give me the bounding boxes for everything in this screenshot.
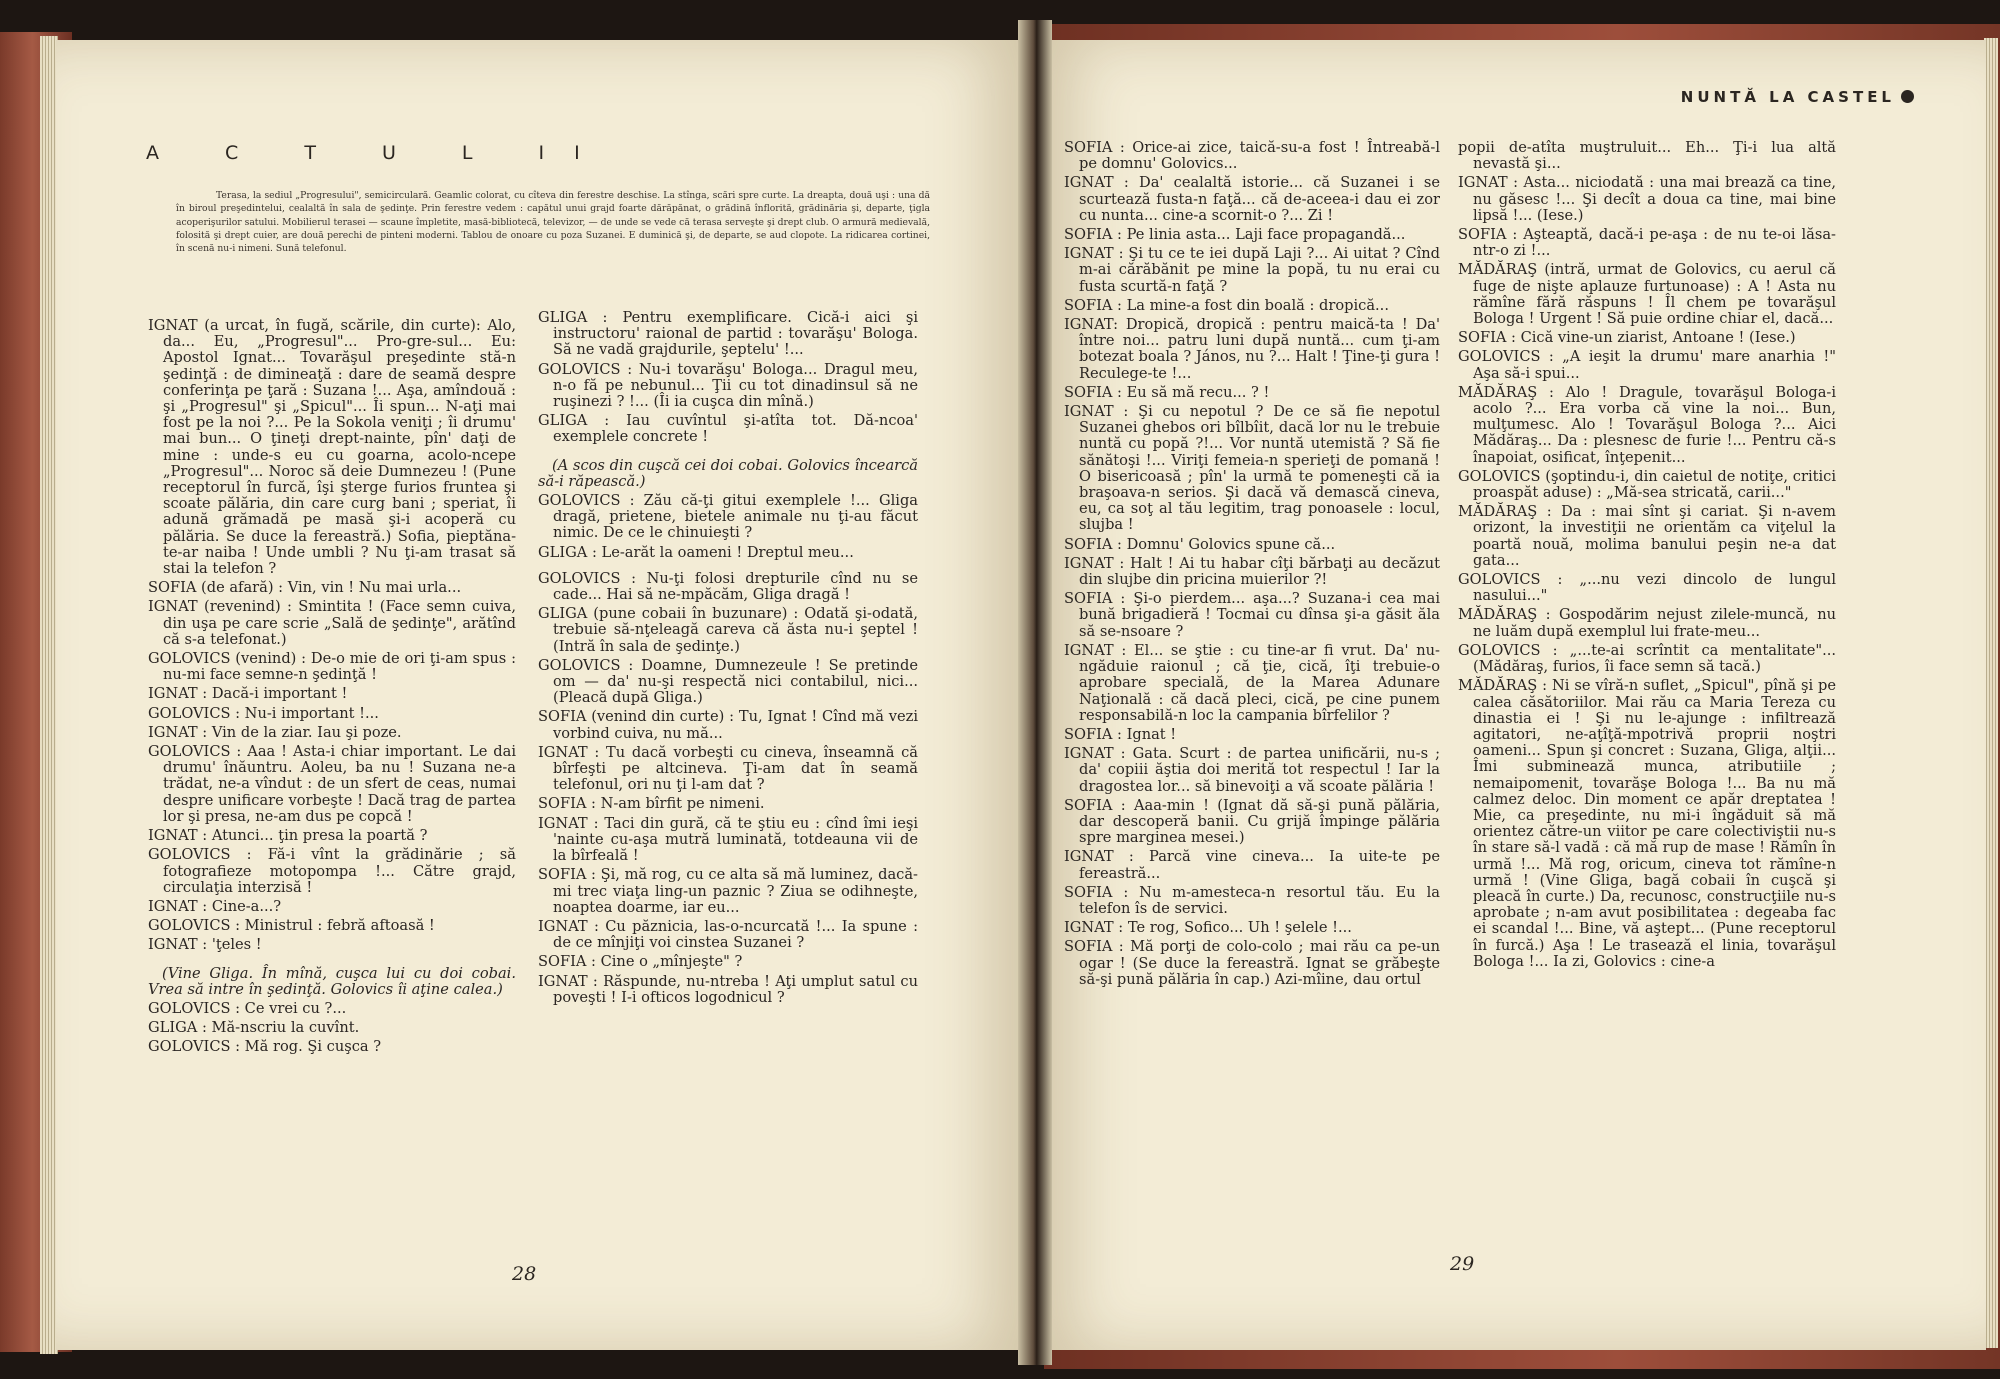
- dialogue-line: GLIGA : Mă-nscriu la cuvînt.: [148, 1019, 360, 1037]
- dialogue-line: IGNAT : Taci din gură, că te ştiu eu : cînd îmi ieşi 'nainte cu-aşa mutră luminată, totdeauna vii de la bîrfeală !: [538, 814, 918, 865]
- dialogue-line: GOLOVICS : Mă rog. Şi cuşca ?: [148, 1038, 382, 1056]
- dialogue-line: GOLOVICS : Aaa ! Asta-i chiar important. Le dai drumu' înăuntru. Aoleu, ba nu ! Suzana ne-a trădat, ne-a vîndut : de un sfert de ceas, numai despre unificare vorbeşte ! Dacă trag de partea lor şi presa, ne-am dus pe copcă !: [148, 743, 516, 825]
- page-number-left: 28: [512, 1263, 537, 1285]
- left-page-column-1: [148, 318, 516, 1059]
- right-page-column-2: [1458, 140, 1836, 973]
- dialogue-line: IGNAT : Tu dacă vorbeşti cu cineva, înseamnă că bîrfeşti pe altcineva. Ţi-am dat în seamă telefonul, ori nu ţi l-am dat ?: [538, 743, 918, 794]
- left-page-column-2: [538, 310, 918, 1009]
- dialogue-line: IGNAT : Dacă-i important !: [148, 685, 348, 703]
- dialogue-line: IGNAT : Asta... niciodată : una mai brează ca tine, nu găsesc !... Şi decît a doua ca tine, mai bine lipsă !... (Iese.): [1458, 174, 1836, 224]
- dialogue-line: IGNAT : Şi tu ce te iei după Laji ?... Ai uitat ? Cînd m-ai cărăbănit pe mine la popă, tu nu erai cu fusta scurtă-n faţă ?: [1064, 245, 1440, 295]
- stage-direction: (Vine Gliga. În mînă, cuşca lui cu doi cobai. Vrea să intre în şedinţă. Golovics îi aţine calea.): [148, 964, 516, 998]
- running-head-text: NUNTĂ LA CASTEL: [1680, 88, 1895, 106]
- dialogue-line: MĂDĂRAŞ : Ni se vîră-n suflet, „Spicul", pînă şi pe calea căsătoriilor. Mai rău ca Maria Tereza cu dinastia ei ! Şi nu le-ajunge : infiltrează agitatori, ne-aţîţă-mpotrivă proprii noştri oameni... Spun şi concret : Suzana, Gliga, alţii... Îmi subminează munca, atributiile ; nemaipomenit, tovarăşe Bologa !... Ba nu mă calmez deloc. Din moment ce apăr dreptatea ! Mie, ca preşedinte, nu mi-i îngăduit să mă orientez către-un viitor pe care colectiviştii nu-s în stare să-l vadă : că mă rup de mase ! Rămîn în urmă !... Mă rog, oricum, cineva tot rămîne-n urmă ! (Vine Gliga, bagă cobaii în cuşcă şi pleacă în curte.) Da, recunosc, construcţiile nu-s aprobate ; n-am avut posibilitatea : degeaba fac ei scandal !... Bine, vă aştept... (Pune receptorul în furcă.) Aşa ! Le trasează el linia, tovarăşul Bologa !... Ia zi, Golovics : cine-a: [1458, 677, 1836, 970]
- book-gutter: [1018, 20, 1052, 1365]
- dialogue-line: GLIGA : Le-arăt la oameni ! Dreptul meu...: [538, 543, 854, 561]
- dialogue-line: SOFIA : Cică vine-un ziarist, Antoane ! (Iese.): [1458, 329, 1796, 347]
- dialogue-line: MĂDĂRAŞ : Da : mai sînt şi cariat. Şi n-avem orizont, la investiţii ne orientăm ca viţelul la poartă nouă, molima banului peşin ne-a dat gata...: [1458, 503, 1836, 569]
- dialogue-line: IGNAT : 'ţeles !: [148, 936, 262, 954]
- dialogue-line: SOFIA : Aşteaptă, dacă-i pe-aşa : de nu te-oi lăsa-ntr-o zi !...: [1458, 226, 1836, 260]
- dialogue-line: SOFIA (venind din curte) : Tu, Ignat ! Cînd mă vezi vorbind cuiva, nu mă...: [538, 708, 918, 742]
- dialogue-line: IGNAT : Şi cu nepotul ? De ce să fie nepotul Suzanei ghebos ori bîlbîit, dacă lor nu le trebuie nuntă cu popă ?!... Vor nuntă utemistă ? Să fie sănătoşi !... Viriţi femeia-n sperieţi de pomană ! O bisericoasă ; pîn' la urmă te pomeneşti că ia braşoava-n serios. Şi dacă vă demască cineva, eu, ca soţ al tău legitim, trag ponoasele : locul, slujba !: [1064, 403, 1440, 534]
- dialogue-line: GOLOVICS : Nu-i tovarăşu' Bologa... Dragul meu, n-o fă pe nebunul... Ţii cu tot dinadinsul să ne ruşinezi ? !... (Îi ia cuşca din mînă.): [538, 360, 918, 411]
- dialogue-line: GOLOVICS (şoptindu-i, din caietul de notiţe, critici proaspăt aduse) : „Mă-sea stricată, carii...": [1458, 467, 1836, 502]
- dialogue-line: SOFIA : Ignat !: [1064, 725, 1177, 743]
- dialogue-line: IGNAT : Gata. Scurt : de partea unificării, nu-s ; da' copiii ăştia doi merită tot respectul ! Iar la dragostea lor... să binevoiţi a vă scoate pălăria !: [1064, 745, 1440, 795]
- dialogue-line: SOFIA : La mine-a fost din boală : dropică...: [1064, 296, 1389, 314]
- dialogue-line: IGNAT : Cine-a...?: [148, 897, 282, 915]
- dialogue-line: GOLOVICS : „...te-ai scrîntit ca mentalitate"... (Mădăraş, furios, îi face semn să tacă.): [1458, 641, 1836, 676]
- dialogue-line: SOFIA : Orice-ai zice, taică-su-a fost ! Întreabă-l pe domnu' Golovics...: [1064, 139, 1440, 173]
- right-page-column-1: [1064, 140, 1440, 991]
- dialogue-line: SOFIA : Aaa-min ! (Ignat dă să-şi pună pălăria, dar descoperă banii. Cu grijă împinge pălăria spre marginea mesei.): [1064, 796, 1440, 847]
- dialogue-line: IGNAT: Dropică, dropică : pentru maică-ta ! Da' între noi... patru luni după nuntă... cum ţi-am botezat boala ? János, nu ?... Halt ! Ţine-ţi gura ! Reculege-te !...: [1064, 316, 1440, 382]
- dialogue-line: SOFIA (de afară) : Vin, vin ! Nu mai urla...: [148, 579, 462, 597]
- dialogue-line: MĂDĂRAŞ : Gospodărim nejust zilele-muncă, nu ne luăm după exemplul lui frate-meu...: [1458, 606, 1836, 640]
- dialogue-line: IGNAT : Atunci... ţin presa la poartă ?: [148, 827, 428, 845]
- dialogue-line: GLIGA (pune cobaii în buzunare) : Odată şi-odată, trebuie să-nţeleagă careva că ăsta nu-i şeptel ! (Intră în sala de şedinţe.): [538, 605, 918, 655]
- page-number-right: 29: [1450, 1253, 1475, 1275]
- dialogue-line: MĂDĂRAŞ : Alo ! Dragule, tovarăşul Bologa-i acolo ?... Era vorba că vine la noi... Bun, mulţumesc. Alo ! Tovarăşul Bologa ?... Aici Mădăraş... Da : plesnesc de furie !... Pentru că-s înapoiat, osificat, înţepenit...: [1458, 383, 1836, 466]
- stage-direction: (A scos din cuşcă cei doi cobai. Golovics încearcă să-i răpească.): [538, 456, 918, 490]
- dialogue-line: IGNAT : Te rog, Sofico... Uh ! şelele !...: [1064, 919, 1352, 937]
- dialogue-line: GLIGA : Iau cuvîntul şi-atîta tot. Dă-ncoa' exemplele concrete !: [538, 412, 918, 446]
- dialogue-line: GOLOVICS : Nu-ţi folosi drepturile cînd nu se cade... Hai să ne-mpăcăm, Gliga dragă !: [538, 569, 918, 604]
- bullet-icon: [1901, 90, 1914, 103]
- dialogue-line: IGNAT (revenind) : Smintita ! (Face semn cuiva, din uşa pe care scrie „Sală de şedinţe", arătînd că s-a telefonat.): [148, 598, 516, 648]
- dialogue-line: GOLOVICS : Doamne, Dumnezeule ! Se pretinde om — da' nu-şi respectă nici contabilul, nici... (Pleacă după Gliga.): [538, 656, 918, 707]
- dialogue-line: IGNAT : El... se ştie : cu tine-ar fi vrut. Da' nu-ngăduie raionul ; că ţie, cică, îţi trebuie-o aprobare specială, de la Marea Adunare Naţională : că dacă pleci, cică, pe cine punem responsabilă-n loc la campania bîrfelilor ?: [1064, 641, 1440, 724]
- page-edges-right: [1984, 38, 1998, 1348]
- dialogue-line: SOFIA : N-am bîrfit pe nimeni.: [538, 795, 765, 813]
- dialogue-line: SOFIA : Şi, mă rog, cu ce alta să mă luminez, dacă-mi trec viaţa ling-un paznic ? Ziua se odihneşte, noaptea doarme, iar eu...: [538, 866, 918, 916]
- dialogue-line: GOLOVICS (venind) : De-o mie de ori ţi-am spus : nu-mi face semne-n şedinţă !: [148, 650, 516, 684]
- dialogue-line: GOLOVICS : Fă-i vînt la grădinărie ; să fotografieze motopompa !... Către grajd, circulaţia interzisă !: [148, 846, 516, 896]
- dialogue-line: SOFIA : Pe linia asta... Laji face propagandă...: [1064, 226, 1406, 244]
- dialogue-line: IGNAT (a urcat, în fugă, scările, din curte): Alo, da... Eu, „Progresul"... Pro-gre-sul... Eu: Apostol Ignat... Tovarăşul preşedinte stă-n şedinţă : de dimineaţă : dare de seamă despre conferinţa pe ţară : Suzana !... Aşa, amîndouă : şi „Progresul" şi „Spicul"... Îi spun... N-aţi mai fost pe la noi ?... Pe la Sokola veniţi ; îi drumu' mai bun... O ţineţi drept-nainte, pîn' daţi de mine : unde-s eu cu goarna, acolo-ncepe „Progresul"... Noroc să deie Dumnezeu ! (Pune receptorul în furcă, îşi şterge furios fruntea şi scoate pălăria, din care curg bani ; speriat, îi adună grămadă pe masă şi-i acoperă cu pălăria. Se duce la fereastră.) Sofia, pieptăna-te-ar naiba ! Unde umbli ? Nu ţi-am trasat să stai la telefon ?: [148, 317, 516, 578]
- dialogue-line: GOLOVICS : Nu-i important !...: [148, 704, 379, 722]
- dialogue-line: SOFIA : Cine o „mînjeşte" ?: [538, 953, 743, 971]
- dialogue-line: SOFIA : Eu să mă recu... ? !: [1064, 383, 1270, 401]
- dialogue-line: GOLOVICS : „...nu vezi dincolo de lungul nasului...": [1458, 571, 1836, 605]
- dialogue-line: GOLOVICS : „A ieşit la drumu' mare anarhia !" Aşa să-i spui...: [1458, 348, 1836, 382]
- dialogue-line: SOFIA : Domnu' Golovics spune că...: [1064, 535, 1336, 553]
- running-head: [1681, 88, 1914, 106]
- dialogue-line: GLIGA : Pentru exemplificare. Cică-i aici şi instructoru' raional de partid : tovarăşu' Bologa. Să ne vadă grajdurile, şeptelu' !...: [538, 309, 918, 359]
- dialogue-line: IGNAT : Da' cealaltă istorie... că Suzanei i se scurtează fusta-n faţă... că de-aceea-i dau ei zor cu nunta... cine-a scornit-o ?... Zi !: [1064, 174, 1440, 224]
- dialogue-line: IGNAT : Halt ! Ai tu habar cîţi bărbaţi au decăzut din slujbe din pricina muierilor ?!: [1064, 554, 1440, 589]
- dialogue-line: IGNAT : Parcă vine cineva... Ia uite-te pe fereastră...: [1064, 848, 1440, 882]
- act-title: A C T U L II: [146, 142, 610, 164]
- dialogue-line: GOLOVICS : Zău că-ţi gitui exemplele !... Gliga dragă, prietene, bietele animale nu ţi-au făcut nimic. De ce le chinuieşti ?: [538, 492, 918, 542]
- dialogue-line: MĂDĂRAŞ (intră, urmat de Golovics, cu aerul că fuge de nişte aplauze furtunoase) : A ! Asta nu rămîne fără răspuns ! Îl chem pe tovarăşul Bologa ! Urgent ! Să puie ordine chiar el, dacă...: [1458, 261, 1836, 328]
- stage-directions-intro: Terasa, la sediul „Progresului", semicirculară. Geamlic colorat, cu cîteva din ferestre deschise. La stînga, scări spre curte. La dreapta, două uşi : una dă în biroul preşedintelui, cealaltă în sala de şedinţe. Prin ferestre vedem : capătul unui grajd foarte dărăpănat, o grădină înflorită, grădinăria şi, departe, ţigla acoperişurilor satului. Mobilierul terasei — scaune împletite, masă-bibliotecă, televizor, — de unde se vede că terasa serveşte şi drept club. O armură medievală, folosită şi drept cuier, are două perechi de pinteni moderni. Tablou de onoare cu poza Suzanei. E duminică şi, de departe, se aud clopote. La ridicarea cortinei, în scenă nu-i nimeni. Sună telefonul.: [176, 190, 930, 255]
- dialogue-line: SOFIA : Şi-o pierdem... aşa...? Suzana-i cea mai bună brigadieră ! Tocmai cu dînsa şi-a găsit ăla să se-nsoare ?: [1064, 590, 1440, 640]
- dialogue-line: popii de-atîta muştruluit... Eh... Ţi-i lua altă nevastă şi...: [1458, 139, 1836, 173]
- dialogue-line: IGNAT : Cu păznicia, las-o-ncurcată !... Ia spune : de ce mînjiţi voi cinstea Suzanei ?: [538, 917, 918, 952]
- dialogue-line: SOFIA : Nu m-amesteca-n resortul tău. Eu la telefon îs de servici.: [1064, 883, 1440, 917]
- dialogue-line: IGNAT : Răspunde, nu-ntreba ! Aţi umplut satul cu poveşti ! I-i ofticos logodnicul ?: [538, 972, 918, 1006]
- dialogue-line: IGNAT : Vin de la ziar. Iau şi poze.: [148, 723, 402, 741]
- dialogue-line: GOLOVICS : Ce vrei cu ?...: [148, 999, 347, 1017]
- dialogue-line: GOLOVICS : Ministrul : febră aftoasă !: [148, 917, 435, 935]
- dialogue-line: SOFIA : Mă porţi de colo-colo ; mai rău ca pe-un ogar ! (Se duce la fereastră. Ignat se grăbeşte să-şi pună pălăria în cap.) Azi-mîine, dau ortul: [1064, 938, 1440, 988]
